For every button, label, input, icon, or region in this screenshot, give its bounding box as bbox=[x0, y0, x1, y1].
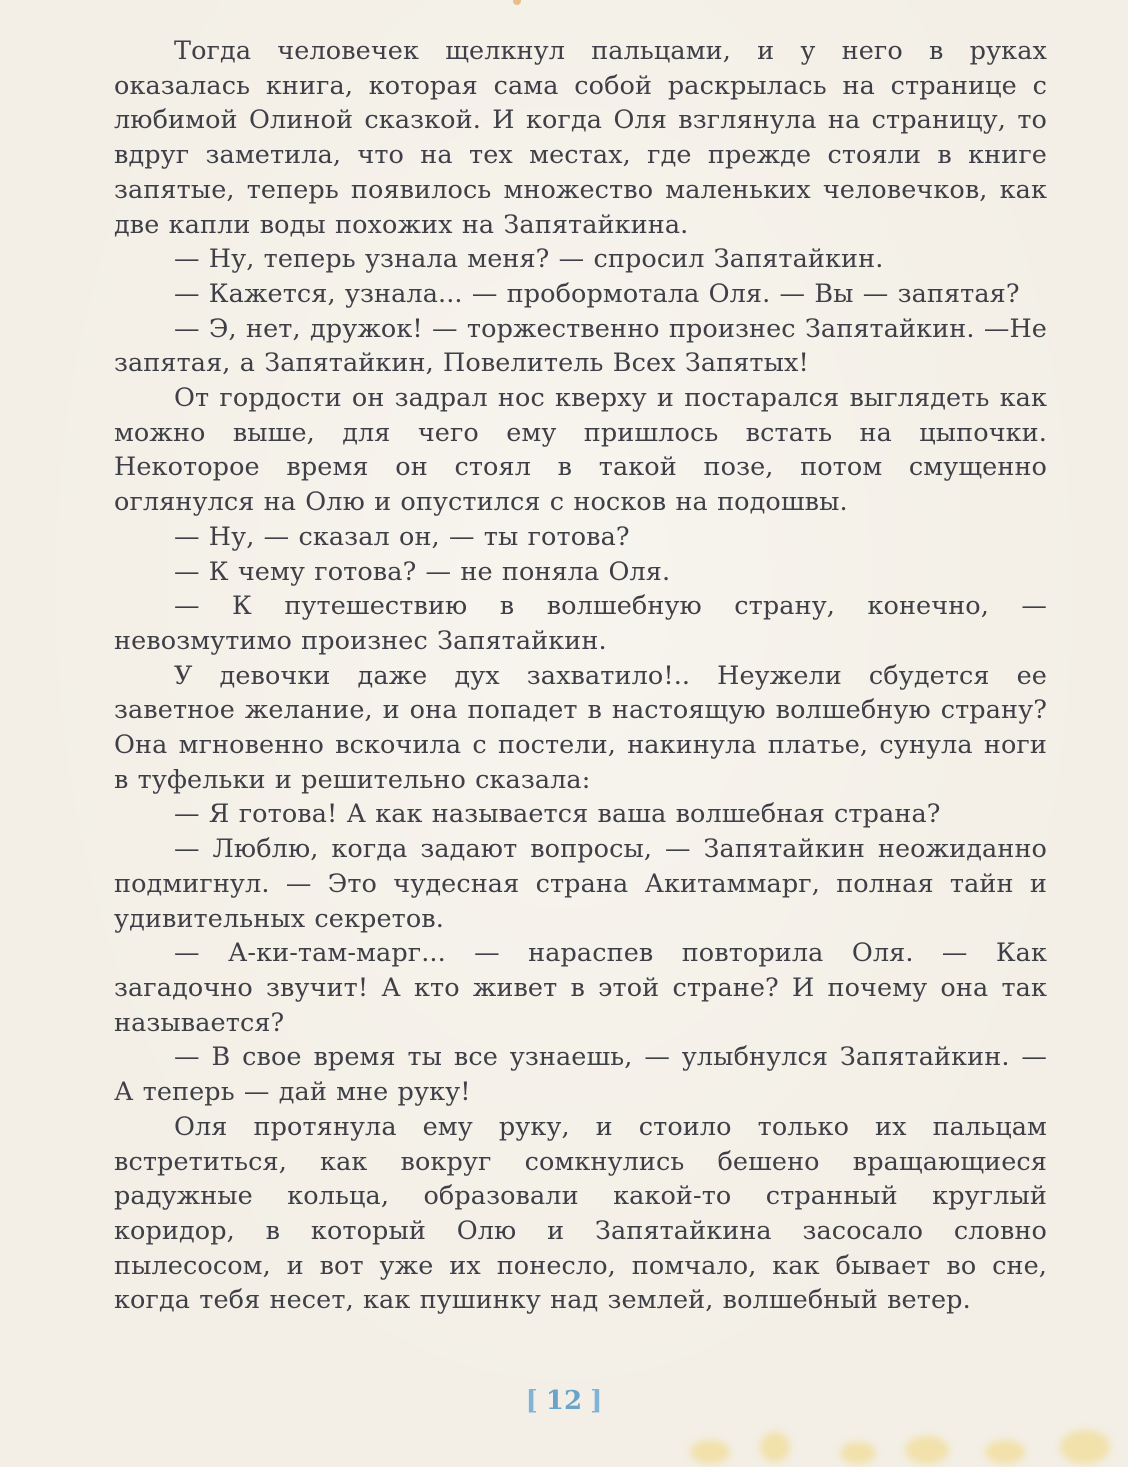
body-text bbox=[114, 34, 1047, 1318]
paragraph: — Я готова! А как называется ваша волшебная страна? bbox=[174, 799, 941, 830]
decorative-stain bbox=[985, 1440, 1025, 1464]
page-number-close-bracket: ] bbox=[590, 1386, 603, 1416]
page-number bbox=[0, 1386, 1128, 1416]
paragraph: — К путешествию в волшебную страну, конечно, — невозмутимо произнес Запятайкин. bbox=[114, 591, 1047, 656]
paragraph: — Ну, — сказал он, — ты готова? bbox=[174, 521, 630, 552]
paragraph: Оля протянула ему руку, и стоило только их пальцам встретиться, как вокруг сомкнулись бешено вращающиеся радужные кольца, образовали какой-то странный круглый коридор, в который Олю и Запятайкина засосало словно пылесосом, и вот уже их понесло, помчало, как бывает во сне, когда тебя несет, как пушинку над землей, волшебный ветер. bbox=[114, 1111, 1047, 1316]
paragraph: — Ну, теперь узнала меня? — спросил Запятайкин. bbox=[174, 244, 884, 275]
paragraph: — Э, нет, дружок! — торжественно произнес Запятайкин. —Не запятая, а Запятайкин, Повелитель Всех Запятых! bbox=[114, 313, 1047, 379]
page-number-open-bracket: [ bbox=[525, 1386, 538, 1416]
paragraph: — В свое время ты все узнаешь, — улыбнулся Запятайкин. — А теперь — дай мне руку! bbox=[114, 1042, 1047, 1108]
top-edge-mark bbox=[513, 0, 521, 5]
decorative-stain bbox=[840, 1442, 876, 1464]
paragraph: — А-ки-там-марг... — нараспев повторила Оля. — Как загадочно звучит! А кто живет в этой стране? И почему она так называется? bbox=[114, 938, 1047, 1038]
paragraph: — Люблю, когда задают вопросы, — Запятайкин неожиданно подмигнул. — Это чудесная страна Акитаммарг, полная тайн и удивительных секретов. bbox=[114, 834, 1047, 934]
paragraph: Тогда человечек щелкнул пальцами, и у него в руках оказалась книга, которая сама собой раскрылась на странице с любимой Олиной сказкой. И когда Оля взглянула на страницу, то вдруг заметила, что на тех местах, где прежде стояли в книге запятые, теперь появилось множество маленьких человечков, как две капли воды похожих на Запятайкина. bbox=[114, 36, 1047, 240]
decorative-stain bbox=[1060, 1430, 1110, 1464]
decorative-stain bbox=[760, 1432, 790, 1462]
decorative-stain bbox=[905, 1436, 949, 1464]
paragraph: У девочки даже дух захватило!.. Неужели сбудется ее заветное желание, и она попадет в настоящую волшебную страну? Она мгновенно вскочила с постели, накинула платье, сунула ноги в туфельки и решительно сказала: bbox=[114, 660, 1047, 795]
page-number-value: 12 bbox=[545, 1386, 583, 1416]
decorative-stain bbox=[690, 1440, 730, 1464]
paragraph: — Кажется, узнала... — пробормотала Оля. — Вы — запятая? bbox=[174, 278, 1020, 309]
paragraph: — К чему готова? — не поняла Оля. bbox=[174, 556, 671, 587]
paragraph: От гордости он задрал нос кверху и постарался выглядеть как можно выше, для чего ему пришлось встать на цыпочки. Некоторое время он стоял в такой позе, потом смущенно оглянулся на Олю и опустился с носков на подошвы. bbox=[114, 383, 1047, 518]
